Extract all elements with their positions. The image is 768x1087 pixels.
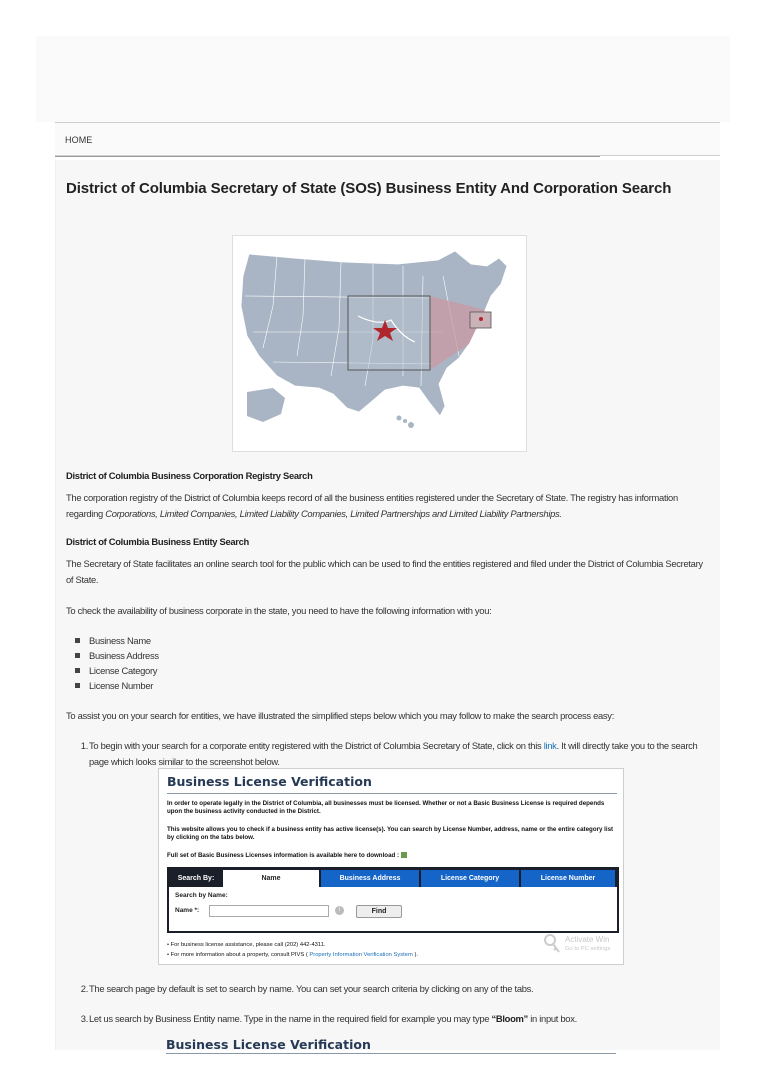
assistance-note: • For business license assistance, please call (202) 442-4311. [167,942,326,948]
screenshot-title-rule [167,793,617,794]
dc-dot-icon [479,317,483,321]
screenshot-paragraph-2: This website allows you to check if a business entity has active license(s). You can search by License Number, address, name or the entire category list by clicking on the tabs below. [167,826,614,841]
search-example-screenshot [158,1033,624,1053]
activation-watermark-sub: Go to PC settings [565,946,611,952]
pivs-link[interactable]: Property Information Verification System [309,952,413,958]
pivs-note-text: For more information about a property, consult PIVS ( [170,952,310,958]
page-title: District of Columbia Secretary of State (SOS) Business Entity And Corporation Search [66,180,672,197]
tab-license-number[interactable]: License Number [521,870,615,887]
search-page-screenshot [158,768,624,965]
download-text: Full set of Basic Business Licenses information is available here to download : [167,852,400,859]
step-2-text: The search page by default is set to search by name. You can set your search criteria by clicking on any of the tabs. [89,983,534,994]
list-item: License Number [66,678,706,693]
nav-underline [55,156,600,157]
screenshot-2-title: Business License Verification [166,1037,371,1052]
assist-paragraph: To assist you on your search for entities, we have illustrated the simplified steps below which you may follow to make the search process easy: [66,710,615,721]
registry-text: The corporation registry of the District of Columbia keeps record of all the business entities registered under the Secretary of State. The registry has information regarding [66,492,678,519]
tab-license-category[interactable]: License Category [421,870,519,887]
step-number: 1. [80,740,88,751]
article-header [66,180,706,197]
screenshot-title: Business License Verification [167,774,372,789]
check-paragraph: To check the availability of business corporate in the state, you need to have the following information with you: [66,605,492,616]
find-button[interactable]: Find [356,905,402,918]
registry-section [66,468,706,522]
step-3-text: Let us search by Business Entity name. Type in the name in the required field for example you may type [89,1013,492,1024]
entity-paragraph: The Secretary of State facilitates an online search tool for the public which can be used to find the entities registered and filed under the District of Columbia Secretary of State. [66,558,703,585]
nav-bar [55,122,720,156]
list-item: Business Name [66,633,706,648]
assistance-note-text: For business license assistance, please call (202) 442-4311. [170,942,326,948]
step-3-text-end: in input box. [527,1013,577,1024]
key-watermark-icon [543,933,561,955]
step-3 [66,1011,706,1027]
step-2 [66,981,706,997]
entity-heading: District of Columbia Business Entity Search [66,536,249,547]
step-1-text-end: . It will directly take you to the search page which looks similar to the screenshot below. [89,740,698,767]
screenshot-2-title-rule [166,1053,616,1054]
search-tab-bar [167,867,619,887]
pivs-note: • For more information about a property, consult PIVS ( Property Information Verification System ). [167,952,418,958]
name-input[interactable] [209,905,329,917]
nav-home-link[interactable]: HOME [65,135,93,145]
hawaii-shape [397,416,415,429]
pivs-note-end: ). [412,952,418,958]
header-band [36,36,730,122]
list-item: License Category [66,663,706,678]
screenshot-paragraph-1: In order to operate legally in the District of Columbia, all businesses must be licensed. Whether or not a Basic Business License is required depends upon the business activity conducted in the District. [167,800,605,815]
step-1-text: To begin with your search for a corporate entity registered with the District of Columbia Secretary of State, click on this [89,740,544,751]
registry-heading: District of Columbia Business Corporation Registry Search [66,470,313,481]
step-1 [66,738,706,770]
registry-paragraph [66,490,706,522]
screenshot-paragraph-3 [167,852,617,860]
search-form [167,887,619,933]
registry-entity-types: Corporations, Limited Companies, Limited Liability Companies, Limited Partnerships and Limited Liability Partnerships. [105,508,562,519]
search-page-link[interactable]: link [543,740,557,751]
info-list [66,633,706,693]
list-item: Business Address [66,648,706,663]
name-label: Name *: [175,907,200,914]
info-icon[interactable]: i [335,906,344,915]
step-number: 3. [80,1013,88,1024]
search-by-label: Search By: [177,875,215,882]
us-map-graphic [233,236,526,451]
info-list-section [66,633,706,693]
tab-name[interactable]: Name [223,870,319,887]
tab-business-address[interactable]: Business Address [321,870,419,887]
step-3-example: “Bloom” [491,1013,528,1024]
download-icon[interactable] [401,852,407,858]
activation-watermark: Activate Win [565,935,610,944]
alaska-shape [247,388,285,422]
step-number: 2. [80,983,88,994]
us-map-image [232,235,527,452]
entity-section [66,534,706,588]
search-by-name-label: Search by Name: [175,892,228,899]
